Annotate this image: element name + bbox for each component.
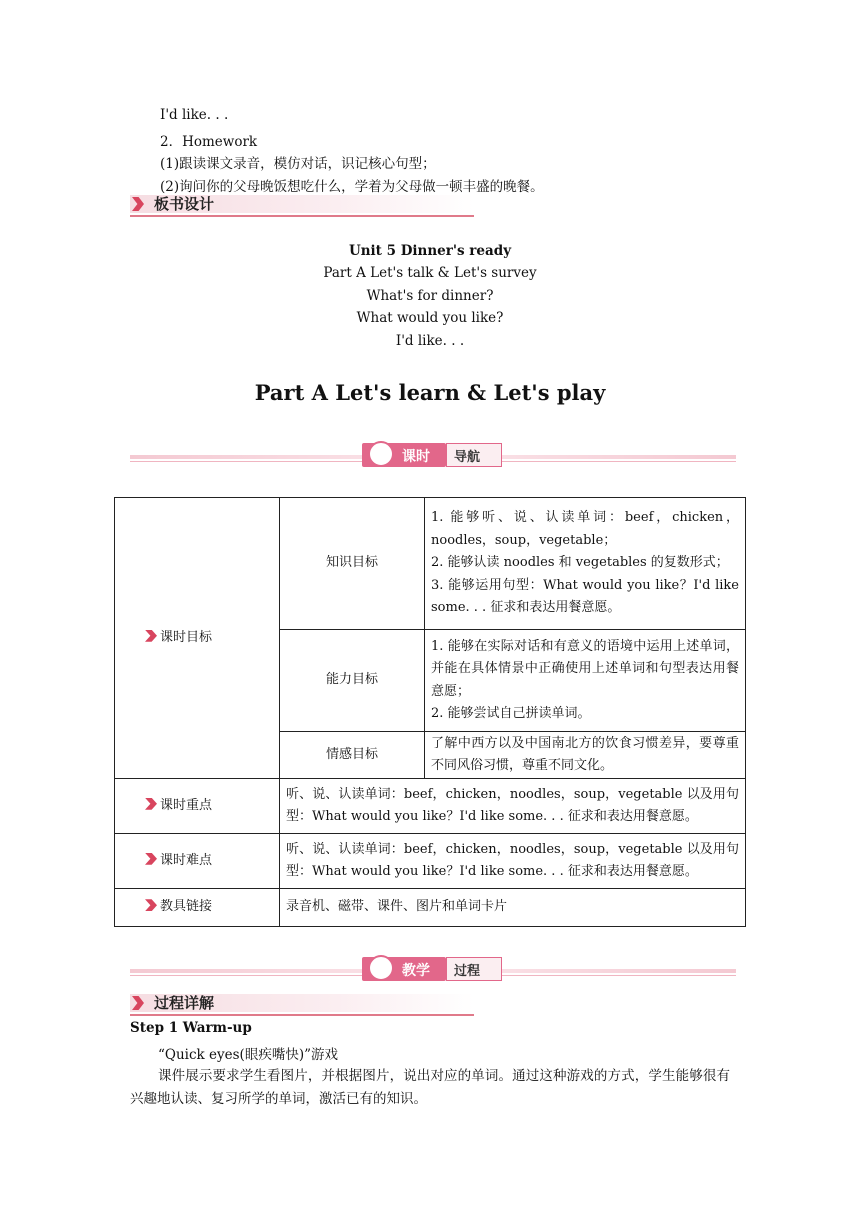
board-design-heading: [130, 193, 474, 217]
process-detail-heading: [130, 992, 474, 1016]
text-line: (1)跟读课文录音，模仿对话，识记核心句型；: [160, 156, 436, 172]
difficult-label: 课时难点: [160, 852, 213, 868]
homework-heading: 2．Homework: [160, 134, 258, 150]
ability-item: 1. 能够在实际对话和有意义的语境中运用上述单词，并能在具体情景中正确使用上述单词和句型表达用餐意愿；: [431, 638, 739, 699]
emotion-content: 了解中西方以及中国南北方的饮食习惯差异，要尊重不同风俗习惯，尊重不同文化。: [425, 732, 746, 779]
chevron-right-icon: [145, 630, 157, 642]
knowledge-item: 1. 能够听、说、认读单词：beef，chicken，noodles，soup，vegetable；: [431, 510, 739, 548]
pen-icon: [368, 441, 394, 467]
lesson-goals-table: [114, 497, 746, 927]
difficult-content: 听、说、认读单词：beef，chicken，noodles，soup，vegetable 以及用句型：What would you like？I'd like some. . . 征求和表达用餐意愿。: [280, 834, 746, 889]
knowledge-label: 知识目标: [280, 498, 425, 630]
tools-label-cell: [115, 889, 280, 927]
game-title: “Quick eyes(眼疾嘴快)”游戏: [158, 1047, 338, 1063]
text-line: I'd like. . .: [160, 107, 229, 123]
ability-item: 2. 能够尝试自己拼读单词。: [431, 706, 591, 721]
board-line: Part A Let's talk & Let's survey: [323, 265, 537, 281]
ability-label: 能力目标: [280, 630, 425, 732]
step-heading: Step 1 Warm-up: [130, 1020, 252, 1036]
key-label: 课时重点: [160, 797, 213, 813]
chevron-right-icon: [145, 853, 157, 865]
banner-label: 教学: [402, 963, 430, 979]
board-line: I'd like. . .: [395, 333, 465, 349]
ability-content: [425, 630, 746, 732]
board-line-unit: Unit 5 Dinner's ready: [348, 243, 512, 259]
chevron-right-icon: [145, 899, 157, 911]
banner-label: 过程: [454, 964, 481, 979]
key-label-cell: [115, 779, 280, 834]
section-title: 过程详解: [154, 994, 215, 1012]
key-content: 听、说、认读单词：beef，chicken，noodles，soup，vegetable 以及用句型：What would you like？I'd like some. . . 征求和表达用餐意愿。: [280, 779, 746, 834]
section-title: 板书设计: [154, 195, 215, 213]
banner-label: 导航: [454, 450, 481, 465]
board-line: What would you like?: [356, 310, 504, 326]
knowledge-item: 2. 能够认读 noodles 和 vegetables 的复数形式；: [431, 555, 729, 571]
goal-label: 课时目标: [160, 629, 213, 645]
board-line: What's for dinner?: [366, 288, 494, 304]
text-line: (2)询问你的父母晚饭想吃什么，学着为父母做一顿丰盛的晚餐。: [160, 179, 544, 195]
pencil-icon: [368, 955, 394, 981]
paragraph: 课件展示要求学生看图片，并根据图片，说出对应的单词。通过这种游戏的方式，学生能够很有兴趣地认读、复习所学的单词，激活已有的知识。: [130, 1068, 730, 1107]
goal-label-cell: [115, 498, 280, 779]
chevron-right-icon: [145, 798, 157, 810]
teaching-process-banner: [130, 955, 736, 985]
tools-label: 教具链接: [160, 899, 213, 915]
banner-label: 课时: [402, 449, 430, 465]
knowledge-item: 3. 能够运用句型：What would you like？I'd like some. . . 征求和表达用餐意愿。: [431, 577, 739, 616]
difficult-label-cell: [115, 834, 280, 889]
knowledge-content: [425, 498, 746, 630]
part-title: Part A Let's learn & Let's play: [254, 380, 606, 405]
emotion-label: 情感目标: [280, 732, 425, 779]
tools-content: 录音机、磁带、课件、图片和单词卡片: [280, 889, 746, 927]
lesson-nav-banner: [130, 441, 736, 471]
